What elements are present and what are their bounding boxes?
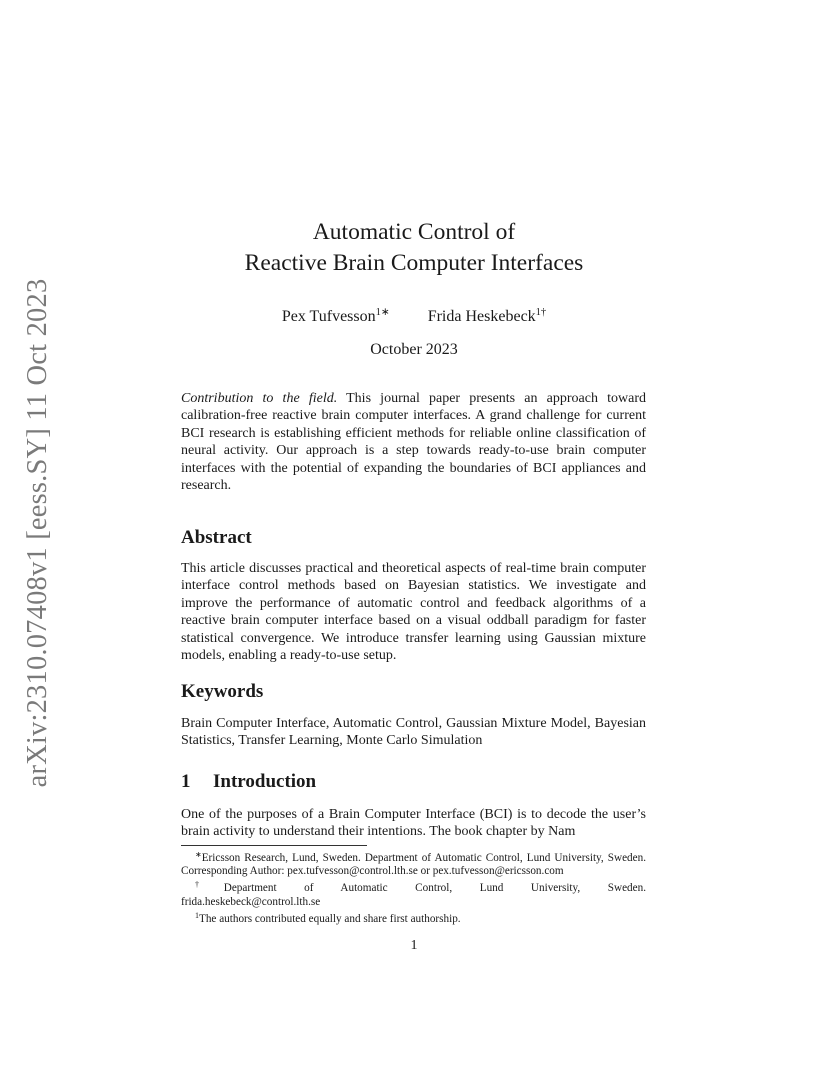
introduction-text: One of the purposes of a Brain Computer Interface (BCI) is to decode the user’s brain activity to understand their intentions. The book chapter by Nam xyxy=(181,807,646,840)
page-number: 1 xyxy=(410,938,418,953)
footnote-mark: ∗ xyxy=(195,850,202,859)
abstract-text: This article discusses practical and theoretical aspects of real-time brain computer interface control methods based on Bayesian statistics. We investigate and improve the performance of automatic control and feedback algorithms of a reactive brain computer interface based on a visual oddball paradigm for faster statistical convergence. We introduce transfer learning using Gaussian mixture models, enabling a ready-to-use setup. xyxy=(181,561,646,664)
contribution-lead: Contribution to the field. xyxy=(181,391,338,406)
title-line-2: Reactive Brain Computer Interfaces xyxy=(244,250,584,276)
footnote xyxy=(181,878,646,895)
contribution-text: This journal paper presents an approach toward calibration-free reactive brain computer interfaces. A grand challenge for current BCI research is establishing efficient methods for reliable online classification of neural activity. Our approach is a step towards ready-to-use brain computer interfaces with the potential of expanding the boundaries of BCI appliances and research. xyxy=(181,391,646,494)
author-affiliation-marks: 1† xyxy=(535,307,547,318)
author-affiliation-marks: 1∗ xyxy=(375,307,390,318)
footnote xyxy=(181,848,646,878)
footnote-text: Ericsson Research, Lund, Sweden. Department of Automatic Control, Lund University, Sweden. Corresponding Author: pex.tufvesson@control.lth.se or pex.tufvesson@ericsson.com xyxy=(181,852,646,878)
footnote-continuation: frida.heskebeck@control.lth.se xyxy=(181,895,321,908)
author-list xyxy=(0,306,828,326)
author-name: Frida Heskebeck xyxy=(427,308,536,325)
contribution-paragraph xyxy=(181,390,646,494)
title-line-1: Automatic Control of xyxy=(312,219,516,245)
footnote-text: The authors contributed equally and share first authorship. xyxy=(199,912,461,925)
section-title: Introduction xyxy=(213,771,317,792)
footnote-mark: † xyxy=(195,880,224,890)
footnote-mark: 1 xyxy=(195,910,199,920)
author-1 xyxy=(282,306,390,326)
keywords-text: Brain Computer Interface, Automatic Control, Gaussian Mixture Model, Bayesian Statistics, Transfer Learning, Monte Carlo Simulation xyxy=(181,716,646,749)
footnote xyxy=(181,909,646,926)
keywords-heading: Keywords xyxy=(181,681,264,702)
publication-date: October 2023 xyxy=(370,341,458,358)
abstract-heading: Abstract xyxy=(181,527,252,548)
author-name: Pex Tufvesson xyxy=(281,308,376,325)
footnote-text: Department of Automatic Control, Lund University, Sweden. xyxy=(223,882,646,895)
paper-title xyxy=(0,217,828,279)
author-2 xyxy=(428,307,546,326)
arxiv-identifier-stamp: arXiv:2310.07408v1 [eess.SY] 11 Oct 2023 xyxy=(22,278,53,788)
section-number: 1 xyxy=(181,771,191,792)
footnote-rule xyxy=(181,845,367,846)
introduction-heading xyxy=(181,771,316,793)
footnotes xyxy=(181,848,646,926)
